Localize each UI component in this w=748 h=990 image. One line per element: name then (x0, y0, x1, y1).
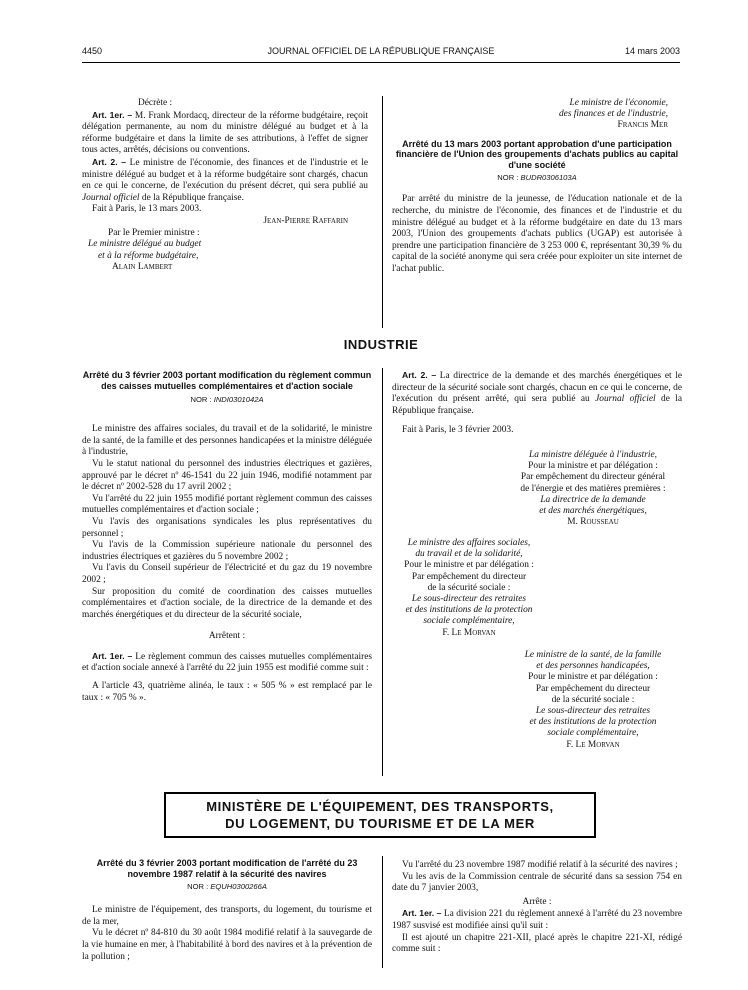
industrie-body (82, 424, 372, 704)
industrie-arretent: Arrêtent : (208, 631, 246, 642)
mer-signature: Le ministre de l'économie, des finances et de l'industrie, Francis Mer (558, 98, 668, 131)
ugap-title: Arrêté du 13 mars 2003 portant approbation d'une participation financière de l'Union des groupements d'achats publics au capital d'une société (395, 138, 679, 170)
column-divider-top (382, 96, 383, 328)
decree-minister-line-1: Le ministre délégué au budget (88, 239, 202, 250)
decree-signatory: Jean-Pierre Raffarin (263, 215, 348, 226)
equipement-p5: Il est ajouté un chapitre 221-XII, placé après le chapitre 221-XI, rédigé comme suit : (392, 932, 682, 955)
equipement-p3: Vu l'arrêté du 23 novembre 1987 modifié relatif à la sécurité des navires ; (402, 860, 678, 870)
ministry-equipement-box: MINISTÈRE DE L'ÉQUIPEMENT, DES TRANSPORTS, DU LOGEMENT, DU TOURISME ET DE LA MER (164, 792, 596, 838)
equipement-nor: NOR : EQUH0300266A (187, 882, 267, 892)
decree-minister-name: Alain Lambert (112, 262, 173, 273)
decree-article-2: Art. 2. – Le ministre de l'économie, des finances et de l'industrie et le ministre délégué au budget et à la réforme budgétaire sont chargés, chacun en ce qui le concerne, de l'exécution du présent décret, qui sera publié au Journal officiel de la République française. (82, 156, 368, 203)
signature-rousseau: La ministre déléguée à l'industrie, Pour la ministre et par délégation : Par empêchement du directeur général de l'énergie et des matières premières : La directrice de la demande et des marchés énergétiques, M. Rousseau (520, 450, 666, 528)
industrie-p2: Vu le statut national du personnel des industries électriques et gazières, approuvé par le décret nº 46-1541 du 22 juin 1946, modifié notamment par le décret nº 2002-528 du 17 avril 2002 ; (82, 458, 372, 493)
page-header (82, 46, 680, 60)
signature-affaires-sociales: Le ministre des affaires sociales, du travail et de la solidarité, Pour le ministre et par délégation : Par empêchement du directeur de la sécurité sociale : Le sous-directeur des retraites et des institutions de la protection sociale complémentaire, F. Le Morvan (404, 538, 534, 638)
equipement-body-left (82, 905, 372, 963)
decree-article-1: Art. 1er. – M. Frank Mordacq, directeur de la réforme budgétaire, reçoit délégation permanente, au nom du ministre délégué au budget et à la réforme budgétaire et dans la limite de ses attributions, à l'effet de signer tous actes, arrêtés, décisions ou conventions. (82, 109, 368, 156)
industrie-p1: Le ministre des affaires sociales, du travail et de la solidarité, le ministre de la santé, de la famille et des personnes handicapées et la ministre déléguée à l'industrie, (82, 424, 372, 458)
decrete-heading: Décrète : (138, 98, 173, 108)
industrie-left-column (82, 370, 372, 704)
ugap-column (392, 98, 682, 276)
equipement-left-column (82, 858, 372, 963)
equipement-right-column (392, 860, 682, 956)
signature-sante: Le ministre de la santé, de la famille et des personnes handicapées, Pour le ministre et par délégation : Par empêchement du directeur de la sécurité sociale : Le sous-directeur des retraites et des institutions de la protection sociale complémentaire, F. Le Morvan (524, 650, 662, 750)
industrie-p5: Vu l'avis de la Commission supérieure nationale du personnel des industries électriques et gazières du 5 novembre 2002 ; (82, 540, 372, 562)
ugap-body: Par arrêté du ministre de la jeunesse, de l'éducation nationale et de la recherche, du ministre de l'économie, des finances et de l'industrie et du ministre délégué au budget et à la réforme budgétaire en date du 13 mars 2003, l'Union des groupements d'achats publics (UGAP) est autorisée à prendre une participation financière de 3 253 000 €, représentant 30,39 % du capital de la société anonyme qui sera créée pour exploiter un site internet de l'achat public. (392, 194, 682, 274)
equipement-title: Arrêté du 3 février 2003 portant modification de l'arrêté du 23 novembre 1987 relatif à la sécurité des navires (96, 858, 358, 879)
journal-title: JOURNAL OFFICIEL DE LA RÉPUBLIQUE FRANÇAISE (267, 46, 495, 56)
equipement-arrete: Arrête : (522, 896, 552, 907)
page-number: 4450 (82, 46, 103, 56)
section-title-industrie: INDUSTRIE (343, 337, 419, 352)
industrie-p3: Vu l'arrêté du 22 juin 1955 modifié portant règlement commun des caisses mutuelles complémentaires et d'action sociale ; (82, 493, 372, 516)
industrie-fait: Fait à Paris, le 3 février 2003. (402, 425, 514, 436)
column-divider-industrie (382, 368, 383, 776)
industrie-title: Arrêté du 3 février 2003 portant modification du règlement commun des caisses mutuelles complémentaires et d'action sociale (82, 370, 372, 391)
decree-date: Fait à Paris, le 13 mars 2003. (92, 204, 202, 215)
equipement-article-1: Art. 1er. – La division 221 du règlement annexé à l'arrêté du 23 novembre 1987 susvisé est modifiée ainsi qu'il suit : (392, 908, 683, 931)
industrie-right-column (392, 370, 682, 750)
header-rule (82, 62, 680, 63)
industrie-p8: A l'article 43, quatrième alinéa, le taux : « 505 % » est remplacé par le taux : « 705 % ». (82, 681, 372, 703)
industrie-p7: Sur proposition du comité de coordination des caisses mutuelles complémentaires et d'action sociale, de la directrice de la demande et des marchés énergétiques et du directeur de la sécurité sociale, (82, 586, 372, 620)
industrie-nor: NOR : INDI0301042A (190, 395, 264, 405)
equipement-p4: Vu les avis de la Commission centrale de sécurité dans sa session 754 en date du 7 janvier 2003, (392, 871, 682, 894)
industrie-article-2-block: Art. 2. – La directrice de la demande et des marchés énergétiques et le directeur de la sécurité sociale sont chargés, chacun en ce qui le concerne, de l'exécution du présent arrêté, qui sera publié au Journal officiel de la République française. Fait à Paris, le 3 février 2003. (392, 370, 682, 436)
ugap-nor: NOR : BUDR0306103A (497, 173, 577, 183)
industrie-p6: Vu l'avis du Conseil supérieur de l'électricité et du gaz du 19 novembre 2002 ; (82, 563, 372, 585)
issue-date: 14 mars 2003 (624, 46, 680, 56)
column-divider-equipement (382, 856, 383, 968)
industrie-p4: Vu l'avis des organisations syndicales les plus représentatives du personnel ; (82, 516, 372, 539)
decree-column (82, 98, 368, 274)
equipement-p1: Le ministre de l'équipement, des transports, du logement, du tourisme et de la mer, (82, 905, 372, 927)
equipement-p2: Vu le décret nº 84-810 du 30 août 1984 modifié relatif à la sauvegarde de la vie humaine en mer, à l'habitabilité à bord des navires et à la prévention de la pollution ; (82, 928, 372, 962)
decree-minister-line-2: et à la réforme budgétaire, (98, 250, 199, 261)
decree-par-le: Par le Premier ministre : (108, 227, 200, 238)
industrie-article-1: Art. 1er. – Le règlement commun des caisses mutuelles complémentaires et d'action sociale annexé à l'arrêté du 22 juin 1955 est modifié comme suit : (82, 650, 373, 674)
